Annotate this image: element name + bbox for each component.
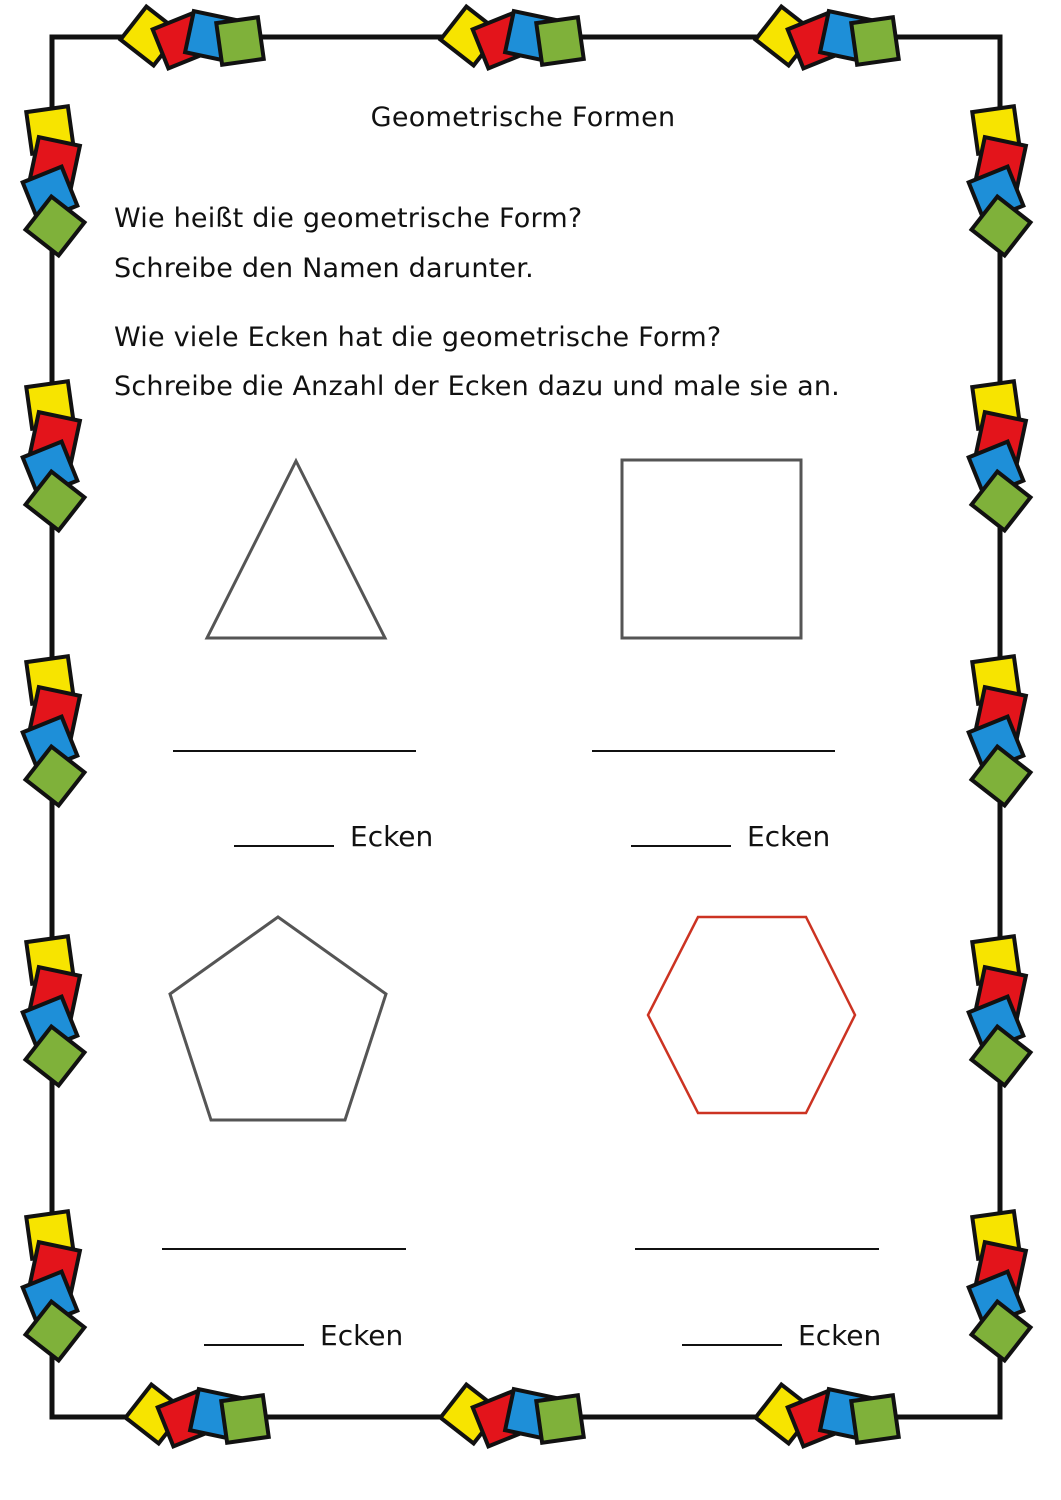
border-tile xyxy=(221,1395,268,1442)
page-title: Geometrische Formen xyxy=(370,102,676,133)
hexagon-icon xyxy=(642,910,862,1120)
corners-label: Ecken xyxy=(350,820,434,853)
instruction-line-2: Schreibe den Namen darunter. xyxy=(114,253,534,284)
corners-label: Ecken xyxy=(747,820,831,853)
border-tile xyxy=(536,1395,583,1442)
corners-label: Ecken xyxy=(320,1319,404,1352)
corners-label: Ecken xyxy=(798,1319,882,1352)
corner-count-row xyxy=(204,1319,403,1352)
square-icon xyxy=(618,456,806,644)
corner-count-blank[interactable] xyxy=(631,845,731,847)
corner-count-row xyxy=(631,820,830,853)
corner-count-row xyxy=(234,820,433,853)
border-tile xyxy=(851,1395,898,1442)
instruction-line-1: Wie heißt die geometrische Form? xyxy=(114,203,583,234)
instruction-line-3: Wie viele Ecken hat die geometrische Form? xyxy=(114,322,722,353)
border-tile xyxy=(851,17,898,64)
corner-count-blank[interactable] xyxy=(234,845,334,847)
shape-name-line[interactable] xyxy=(592,750,835,752)
pentagon-icon xyxy=(164,910,392,1126)
border-tile xyxy=(216,17,263,64)
triangle-icon xyxy=(200,455,392,645)
shape-name-line[interactable] xyxy=(635,1248,879,1250)
border-tile xyxy=(536,17,583,64)
corner-count-row xyxy=(682,1319,881,1352)
corner-count-blank[interactable] xyxy=(204,1344,304,1346)
corner-count-blank[interactable] xyxy=(682,1344,782,1346)
shape-name-line[interactable] xyxy=(173,750,416,752)
shape-name-line[interactable] xyxy=(162,1248,406,1250)
instruction-line-4: Schreibe die Anzahl der Ecken dazu und male sie an. xyxy=(114,371,840,402)
